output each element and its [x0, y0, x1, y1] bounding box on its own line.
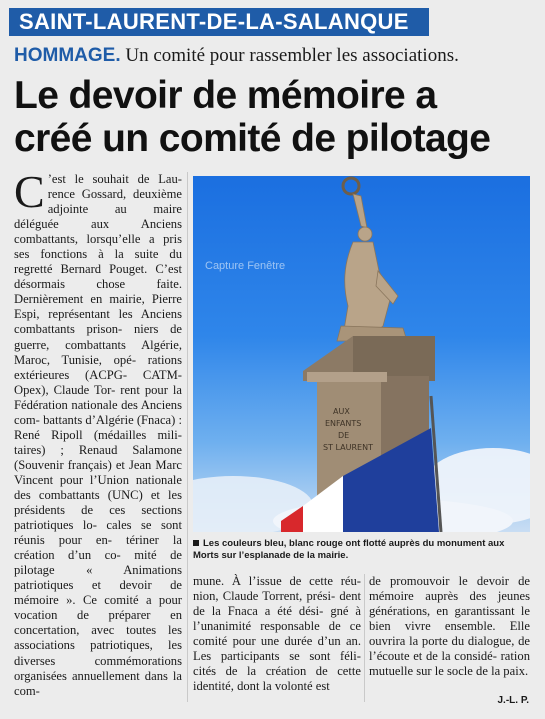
headline: [14, 74, 539, 160]
text-line: mité de pilotage: [14, 548, 182, 578]
col3-text: [369, 574, 530, 679]
text-line: C’est désormais chose faite.: [14, 262, 182, 292]
text-line: annuellement dans la com-: [14, 668, 182, 698]
monument-photo: [193, 176, 530, 532]
section-banner: SAINT-LAURENT-DE-LA-SALANQUE: [9, 8, 429, 36]
text-line: pris ses fonctions à la suite: [14, 232, 182, 262]
caption-text: Les couleurs bleu, blanc rouge ont flotté auprès du monument aux Morts sur l’esplanade de la mairie.: [193, 538, 505, 561]
text-line: ration mutuelle sur le socle: [369, 649, 530, 679]
text-line: rence Gossard,: [47, 187, 127, 202]
text-line: (Souvenir français) et Jean: [14, 457, 152, 472]
text-line: maire déléguée aux Anciens: [14, 202, 182, 232]
text-line: avec toutes les associations: [14, 623, 182, 653]
text-line: Pierre Espi, représentant les: [14, 292, 182, 322]
text-line: devoir de mémoire ».: [14, 578, 182, 608]
text-line: de l’écoute et de la considé-: [369, 634, 530, 664]
text-line: du regretté Bernard Pouget.: [14, 247, 182, 277]
text-line: identité, dont la volonté est: [193, 679, 330, 694]
text-line: générations, en garantissant: [369, 604, 515, 619]
text-line: pour une durée d’un an.: [232, 634, 361, 649]
article-column-3: [369, 574, 530, 679]
author-signature: J.-L. P.: [497, 695, 529, 706]
text-line: ces sections patriotiques lo-: [14, 503, 182, 533]
text-line: rations extérieures (ACPG-: [14, 352, 182, 382]
article-column-1: [14, 166, 183, 699]
text-line: nationale des Anciens com-: [14, 397, 182, 427]
inscription-line: DE: [338, 431, 350, 440]
col2-text: [193, 574, 361, 694]
column-divider: [187, 172, 188, 702]
text-line: responsable de ce comité: [193, 619, 361, 649]
text-line: dent de la Fnaca a été dési-: [193, 589, 361, 619]
text-line: gné à l’unanimité: [193, 604, 362, 634]
inscription-line: ST LAURENT: [323, 443, 373, 452]
text-line: « Animations patriotiques et: [14, 563, 182, 593]
text-line: tériner la création d’un co-: [14, 533, 182, 563]
text-line: taires) ; Renaud Salamone: [14, 442, 182, 457]
drop-cap: C: [14, 166, 45, 217]
text-line: cités de la création de cette: [193, 664, 361, 679]
text-line: Anciens combattants prison-: [14, 307, 182, 337]
text-line: Ce comité a pour vocation: [14, 593, 182, 623]
monument-illustration: [193, 176, 530, 532]
photo-caption: [193, 538, 530, 562]
text-line: ’est le souhait de Lau-: [47, 172, 182, 186]
col1-text: [14, 166, 183, 699]
text-line: mémoire auprès des jeunes: [369, 589, 530, 604]
text-line: battants d’Algérie (Fnaca) :: [43, 412, 182, 427]
text-line: CATM-Opex), Claude Tor-: [14, 367, 182, 397]
text-line: mune. À l’issue de cette réu-: [193, 574, 361, 588]
text-line: de promouvoir le devoir de: [369, 574, 530, 588]
inscription-line: AUX: [333, 407, 350, 416]
text-line: combattants, lorsqu’elle a: [14, 232, 155, 247]
text-line: niers de guerre, combattants: [14, 322, 182, 352]
text-line: patriotiques, les diverses: [14, 638, 182, 668]
inscription-line: ENFANTS: [325, 419, 362, 428]
text-line: commémorations organisées: [14, 653, 182, 683]
kicker-text: Un comité pour rassembler les associations.: [120, 45, 459, 66]
article-column-2: [193, 574, 361, 694]
text-line: cales se sont réunis pour en-: [14, 518, 182, 548]
kicker-label: HOMMAGE.: [14, 45, 121, 66]
text-line: rent pour la Fédération: [14, 382, 182, 412]
text-line: René Ripoll (médailles mili-: [14, 427, 182, 442]
text-line: Les participants se sont féli-: [193, 649, 361, 664]
text-line: Algérie, Maroc, Tunisie, opé-: [14, 337, 182, 367]
text-line: (UNC) et les présidents de: [14, 487, 182, 518]
text-line: deuxième adjointe au: [47, 187, 182, 217]
statue: [337, 178, 407, 341]
caption-square-icon: [193, 540, 199, 546]
watermark: Capture Fenêtre: [205, 260, 286, 272]
text-line: le bien vivre ensemble. Elle: [369, 604, 530, 634]
headline-line-1: Le devoir de mémoire a: [14, 74, 437, 117]
text-line: Dernièrement en mairie,: [14, 292, 145, 307]
headline-line-2: créé un comité de pilotage: [14, 117, 491, 160]
text-line: nion, Claude Torrent, prési-: [193, 589, 336, 604]
kicker: [14, 44, 534, 68]
text-line: ouvrira la porte du dialogue,: [369, 634, 515, 649]
text-line: de la paix.: [476, 664, 529, 679]
text-line: de préparer en concertation,: [14, 608, 182, 638]
text-line: Marc Vincent pour l’Union: [14, 457, 182, 487]
column-divider: [364, 574, 365, 702]
text-line: nationale des combattants: [14, 472, 183, 502]
